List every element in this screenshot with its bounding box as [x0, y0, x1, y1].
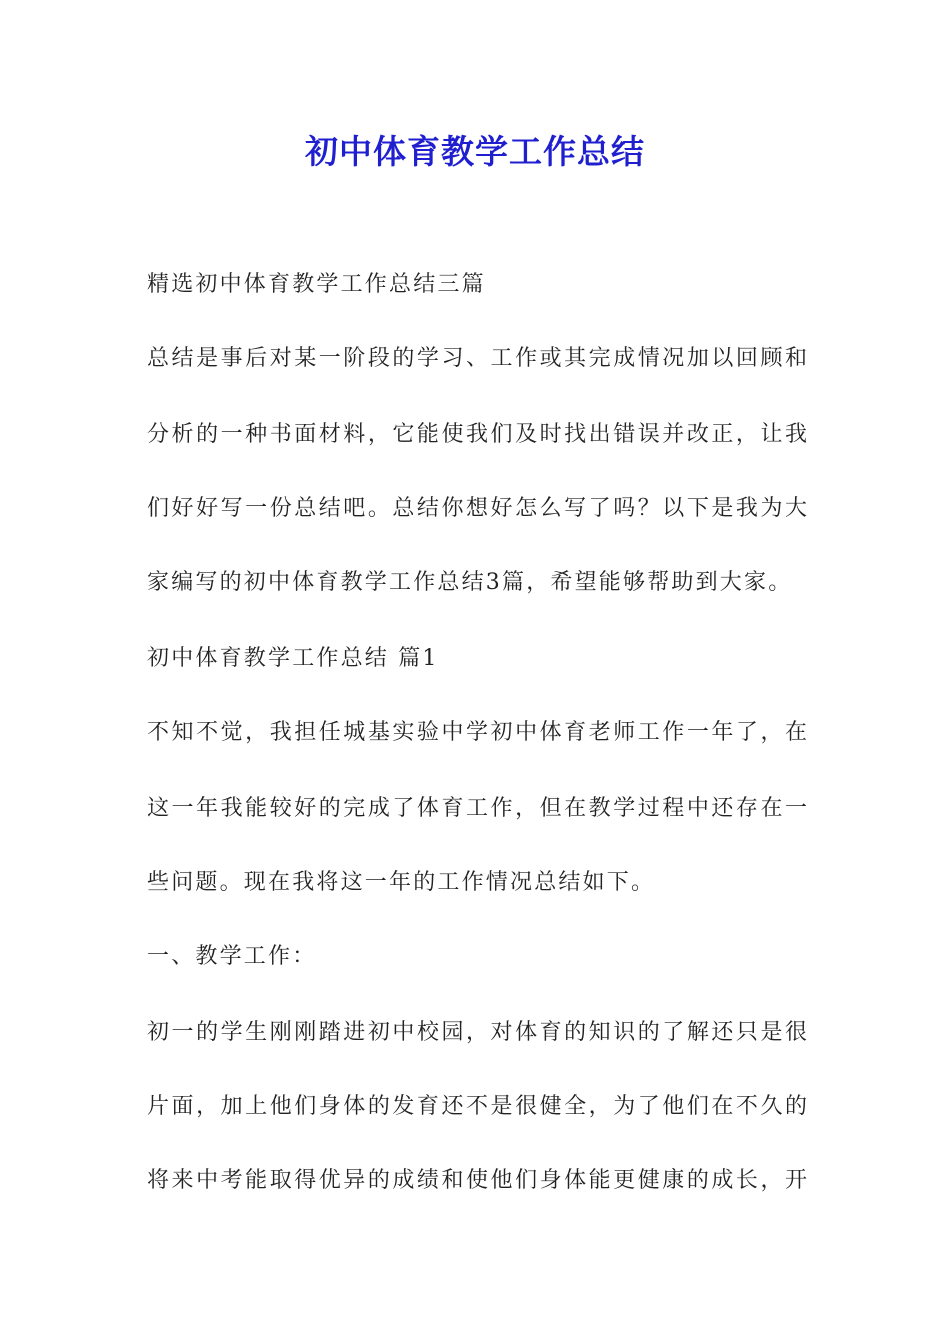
section-heading: 初中体育教学工作总结 篇1 — [147, 646, 439, 671]
paragraph-line: 不知不觉，我担任城基实验中学初中体育老师工作一年了，在 — [147, 720, 807, 745]
paragraph-line: 们好好写一份总结吧。总结你想好怎么写了吗？以下是我为大 — [147, 496, 807, 521]
paragraph-line: 分析的一种书面材料，它能使我们及时找出错误并改正，让我 — [147, 422, 807, 447]
paragraph-line: 片面，加上他们身体的发育还不是很健全，为了他们在不久的 — [147, 1094, 807, 1119]
document-title: 初中体育教学工作总结 — [305, 132, 645, 171]
paragraph-line: 这一年我能较好的完成了体育工作，但在教学过程中还存在一 — [147, 796, 807, 821]
paragraph-line: 些问题。现在我将这一年的工作情况总结如下。 — [147, 870, 656, 895]
subtitle-line: 精选初中体育教学工作总结三篇 — [147, 272, 486, 297]
paragraph-line: 总结是事后对某一阶段的学习、工作或其完成情况加以回顾和 — [147, 346, 807, 371]
paragraph-line: 初一的学生刚刚踏进初中校园，对体育的知识的了解还只是很 — [147, 1020, 807, 1045]
paragraph-line: 将来中考能取得优异的成绩和使他们身体能更健康的成长，开 — [147, 1168, 807, 1193]
paragraph-line: 家编写的初中体育教学工作总结3篇，希望能够帮助到大家。 — [147, 570, 793, 595]
section-heading: 一、教学工作： — [147, 944, 317, 969]
